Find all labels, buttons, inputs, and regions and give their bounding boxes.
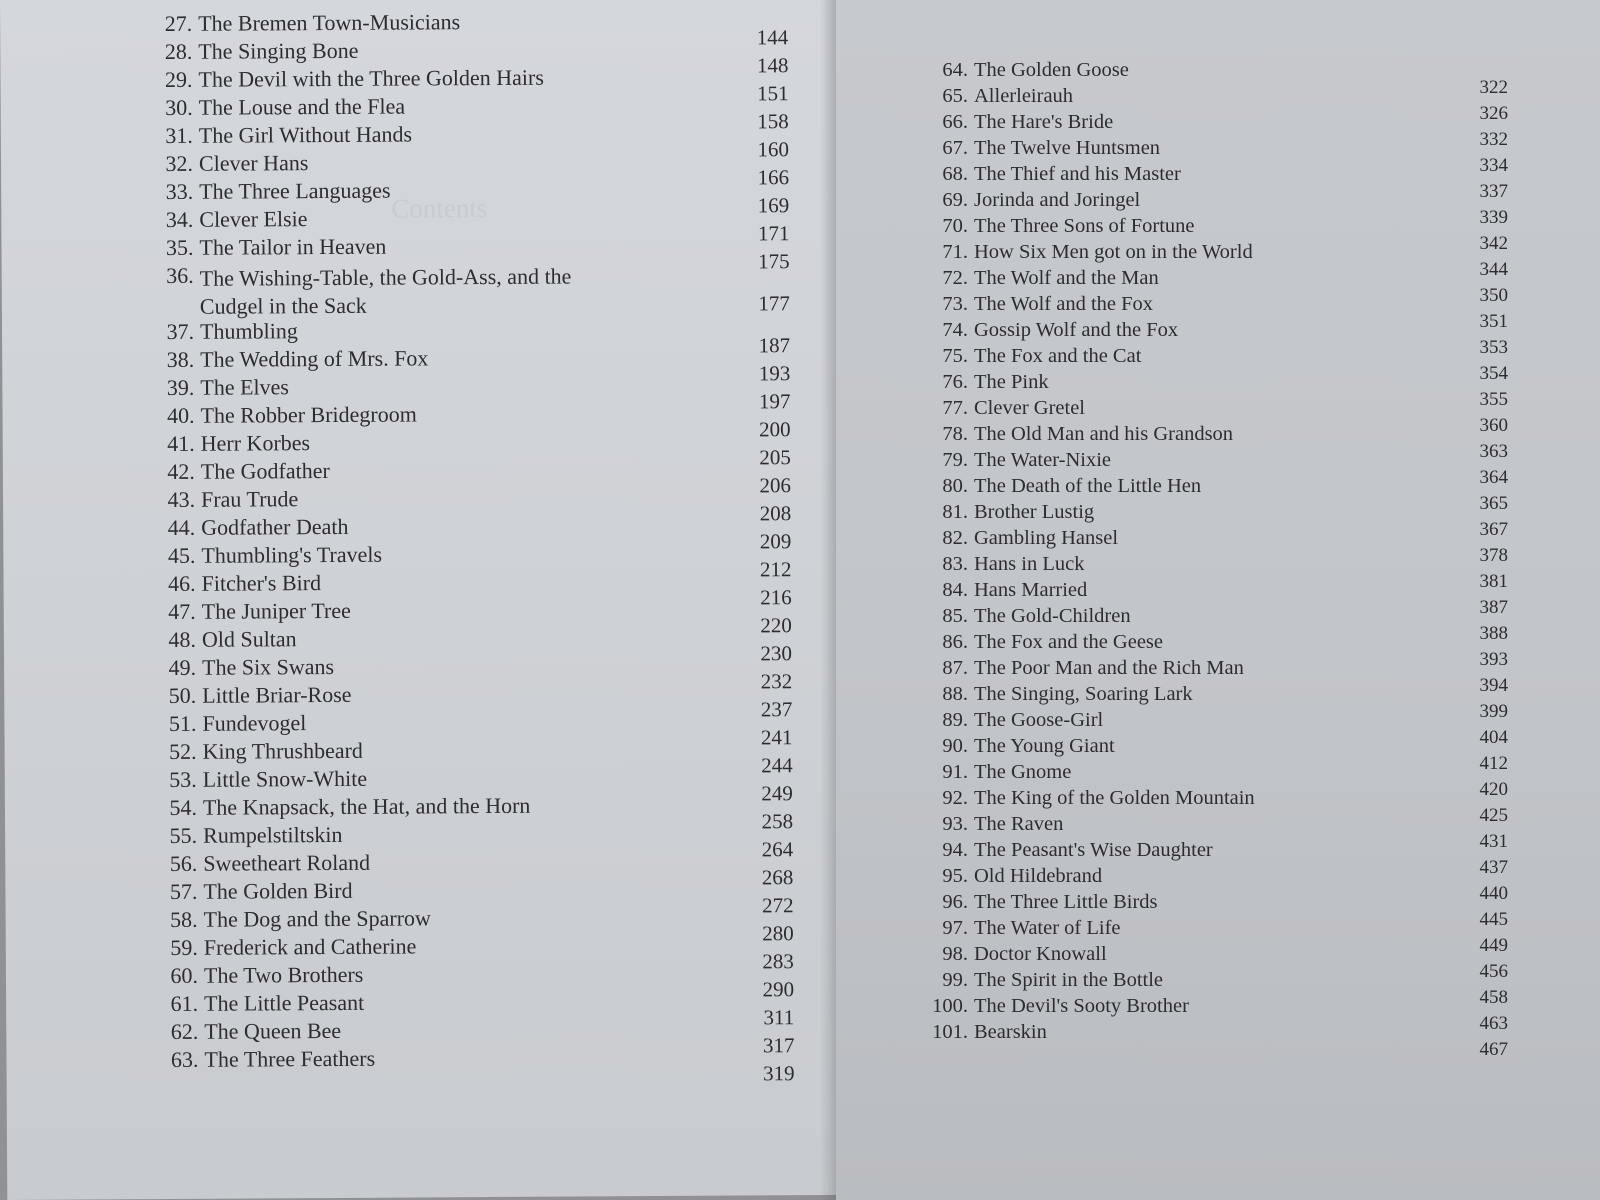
entry-number: 27.	[164, 10, 193, 36]
entry-number: 55.	[169, 822, 198, 848]
entry-title: The Death of the Little Hen	[974, 475, 1202, 497]
entry-page-number: 381	[1479, 571, 1508, 592]
toc-entry	[164, 1045, 795, 1086]
entry-title: The Robber Bridegroom	[200, 401, 417, 428]
entry-title: Gambling Hansel	[974, 527, 1119, 549]
entry-number: 74.	[942, 319, 968, 341]
entry-page-number: 393	[1479, 649, 1508, 670]
entry-page-number: 241	[760, 725, 793, 750]
entry-page-number: 339	[1479, 207, 1508, 228]
entry-page-number: 363	[1479, 441, 1508, 462]
entry-number: 39.	[166, 374, 195, 400]
entry-title: Old Hildebrand	[974, 865, 1103, 887]
entry-title: The Knapsack, the Hat, and the Horn	[202, 792, 531, 820]
entry-page-number: 144	[756, 25, 789, 50]
entry-number: 72.	[942, 267, 968, 289]
entry-title: The Gnome	[974, 761, 1072, 783]
entry-page-number: 337	[1479, 181, 1508, 202]
entry-number: 83.	[942, 553, 968, 575]
entry-number: 101.	[932, 1021, 968, 1043]
entry-page-number: 351	[1479, 311, 1508, 332]
entry-page-number: 437	[1479, 857, 1508, 878]
entry-title: Little Snow-White	[202, 765, 368, 792]
entry-title: The Hare's Bride	[974, 111, 1114, 133]
entry-page-number: 332	[1479, 129, 1508, 150]
entry-title: The Three Little Birds	[974, 891, 1158, 913]
toc-entry	[161, 485, 792, 526]
entry-page-number: 431	[1479, 831, 1508, 852]
entry-number: 88.	[942, 683, 968, 705]
entry-title: The King of the Golden Mountain	[974, 787, 1255, 809]
entry-title: Allerleirauh	[974, 85, 1074, 107]
toc-entry	[162, 569, 792, 610]
entry-number: 47.	[168, 598, 196, 624]
toc-entry	[163, 737, 793, 778]
entry-title: Old Sultan	[201, 626, 297, 652]
entry-number: 93.	[942, 813, 968, 835]
toc-entry	[159, 149, 790, 190]
entry-title: The Peasant's Wise Daughter	[974, 839, 1213, 861]
entry-title: The Pink	[974, 371, 1049, 393]
entry-page-number: 342	[1479, 233, 1508, 254]
toc-entry	[160, 261, 790, 321]
entry-title: The Thief and his Master	[974, 163, 1181, 185]
toc-entry	[161, 513, 792, 554]
entry-page-number: 169	[757, 193, 790, 218]
entry-title: The Godfather	[200, 457, 330, 484]
entry-number: 32.	[165, 150, 194, 176]
entry-number: 38.	[166, 346, 195, 372]
toc-entry	[158, 9, 789, 50]
entry-title: The Wedding of Mrs. Fox	[200, 345, 429, 372]
entry-page-number: 412	[1479, 753, 1508, 774]
entry-title: The Golden Bird	[203, 877, 353, 904]
entry-page-number: 388	[1479, 623, 1508, 644]
entry-number: 97.	[942, 917, 968, 939]
toc-entry	[159, 121, 789, 162]
entry-number: 53.	[169, 766, 197, 792]
entry-title: Clever Gretel	[974, 397, 1085, 419]
entry-number: 28.	[164, 38, 193, 64]
entry-number: 87.	[942, 657, 968, 679]
entry-title: Fitcher's Bird	[201, 570, 322, 596]
entry-page-number: 425	[1479, 805, 1508, 826]
entry-number: 94.	[942, 839, 968, 861]
entry-number: 45.	[167, 542, 196, 568]
entry-page-number: 160	[757, 137, 789, 162]
entry-page-number: 237	[760, 697, 793, 722]
entry-number: 35.	[165, 234, 194, 260]
entry-title: The Wolf and the Fox	[974, 293, 1154, 315]
entry-number: 58.	[170, 906, 198, 932]
entry-page-number: 216	[760, 585, 792, 610]
entry-page-number: 387	[1479, 597, 1508, 618]
entry-number: 40.	[166, 402, 195, 428]
entry-title: The Singing Bone	[198, 37, 359, 64]
entry-page-number: 175	[758, 249, 790, 274]
entry-title: King Thrushbeard	[202, 737, 363, 764]
toc-entry	[160, 373, 791, 414]
entry-number: 69.	[942, 189, 968, 211]
entry-page-number: 272	[761, 893, 794, 918]
entry-number: 99.	[942, 969, 968, 991]
entry-page-number: 350	[1479, 285, 1508, 306]
toc-entry	[161, 457, 792, 498]
entry-title: The Juniper Tree	[201, 597, 351, 624]
entry-page-number: 311	[763, 1005, 795, 1030]
entry-page-number: 322	[1479, 77, 1508, 98]
entry-title: Frederick and Catherine	[203, 933, 417, 960]
entry-page-number: 197	[758, 389, 791, 414]
entry-title: Bearskin	[974, 1021, 1047, 1043]
entry-number: 34.	[165, 206, 194, 232]
entry-number: 100.	[932, 995, 968, 1017]
entry-number: 78.	[942, 423, 968, 445]
entry-title: The Little Peasant	[204, 989, 365, 1016]
entry-page-number: 205	[759, 445, 791, 470]
entry-page-number: 264	[761, 837, 794, 862]
entry-title: The Spirit in the Bottle	[974, 969, 1164, 991]
entry-page-number: 290	[762, 977, 795, 1002]
entry-page-number: 177	[758, 291, 790, 316]
entry-page-number: 212	[759, 557, 792, 582]
entry-title: Frau Trude	[200, 486, 299, 512]
entry-number: 43.	[167, 486, 196, 512]
entry-number: 96.	[942, 891, 968, 913]
entry-title: The Wolf and the Man	[974, 267, 1159, 289]
toc-entry	[164, 1017, 795, 1058]
entry-title: The Water of Life	[974, 917, 1121, 939]
entry-page-number: 449	[1479, 935, 1508, 956]
toc-entry	[161, 429, 791, 470]
entry-title: The Two Brothers	[203, 961, 364, 988]
entry-number: 41.	[167, 430, 195, 456]
entry-title: The Twelve Huntsmen	[974, 137, 1161, 159]
entry-title: The Louse and the Flea	[198, 93, 406, 120]
toc-entry	[160, 317, 791, 358]
entry-page-number: 334	[1479, 155, 1508, 176]
entry-number: 51.	[168, 710, 197, 736]
entry-number: 70.	[942, 215, 968, 237]
toc-entry	[164, 933, 794, 974]
entry-number: 91.	[942, 761, 968, 783]
toc-entry	[159, 177, 790, 218]
entry-number: 75.	[942, 345, 968, 367]
entry-number: 42.	[167, 458, 195, 484]
entry-title: Herr Korbes	[200, 430, 311, 456]
toc-entry	[162, 681, 793, 722]
entry-title: How Six Men got on in the World	[974, 241, 1253, 263]
toc-entry	[163, 849, 794, 890]
entry-title: The Devil with the Three Golden Hairs	[198, 64, 544, 92]
entry-title: The Goose-Girl	[974, 709, 1104, 731]
entry-number: 80.	[942, 475, 968, 497]
entry-number: 62.	[170, 1018, 199, 1044]
entry-title: The Gold-Children	[974, 605, 1131, 627]
entry-title: The Young Giant	[974, 735, 1115, 757]
entry-title: The Old Man and his Grandson	[974, 423, 1234, 445]
contents-list-left	[158, 9, 795, 1086]
entry-number: 85.	[942, 605, 968, 627]
entry-page-number: 244	[761, 753, 793, 778]
entry-title: The Fox and the Cat	[974, 345, 1142, 367]
entry-page-number: 445	[1479, 909, 1508, 930]
entry-number: 90.	[942, 735, 968, 757]
entry-title: Fundevogel	[202, 710, 307, 736]
toc-entry	[928, 1021, 1508, 1060]
entry-page-number: 193	[758, 361, 791, 386]
entry-number: 89.	[942, 709, 968, 731]
entry-title: Clever Elsie	[199, 206, 308, 232]
entry-number: 44.	[167, 514, 196, 540]
entry-page-number: 463	[1479, 1013, 1508, 1034]
entry-number: 64.	[942, 59, 968, 81]
toc-entry	[163, 821, 794, 862]
entry-page-number: 151	[757, 81, 789, 106]
entry-page-number: 354	[1479, 363, 1508, 384]
entry-number: 92.	[942, 787, 968, 809]
entry-number: 61.	[170, 990, 199, 1016]
entry-page-number: 280	[762, 921, 794, 946]
entry-number: 29.	[164, 66, 193, 92]
entry-title: Thumbling	[199, 318, 298, 344]
entry-page-number: 206	[759, 473, 792, 498]
entry-title: Jorinda and Joringel	[974, 189, 1141, 211]
entry-page-number: 283	[762, 949, 794, 974]
entry-number: 71.	[942, 241, 968, 263]
toc-entry	[162, 709, 793, 750]
entry-page-number: 378	[1479, 545, 1508, 566]
entry-number: 37.	[166, 318, 195, 344]
entry-number: 52.	[169, 738, 197, 764]
entry-number: 59.	[170, 934, 198, 960]
entry-title: The Three Languages	[199, 177, 391, 204]
entry-title: The Singing, Soaring Lark	[974, 683, 1193, 705]
entry-page-number: 249	[761, 781, 793, 806]
toc-entry	[161, 541, 792, 582]
entry-number: 82.	[942, 527, 968, 549]
entry-page-number: 344	[1479, 259, 1508, 280]
entry-title: Clever Hans	[198, 150, 309, 176]
entry-page-number: 209	[759, 529, 792, 554]
entry-title: Thumbling's Travels	[201, 541, 383, 568]
entry-number: 84.	[942, 579, 968, 601]
toc-entry	[164, 989, 795, 1030]
entry-number: 36.	[166, 262, 194, 288]
entry-title: Hans Married	[974, 579, 1088, 601]
entry-title: Little Briar-Rose	[202, 681, 352, 708]
entry-page-number: 171	[757, 221, 790, 246]
entry-title: Brother Lustig	[974, 501, 1095, 523]
entry-title: Sweetheart Roland	[203, 849, 371, 876]
entry-number: 98.	[942, 943, 968, 965]
entry-page-number: 458	[1479, 987, 1508, 1008]
entry-title: The Queen Bee	[204, 1017, 342, 1044]
entry-title: The Raven	[974, 813, 1064, 835]
entry-number: 65.	[942, 85, 968, 107]
entry-title: The Devil's Sooty Brother	[974, 995, 1189, 1017]
entry-number: 68.	[942, 163, 968, 185]
entry-number: 57.	[169, 878, 198, 904]
entry-title: Hans in Luck	[974, 553, 1085, 575]
entry-number: 56.	[169, 850, 198, 876]
entry-number: 54.	[169, 794, 198, 820]
entry-number: 95.	[942, 865, 968, 887]
entry-number: 33.	[165, 178, 194, 204]
entry-number: 50.	[168, 682, 197, 708]
entry-title: Doctor Knowall	[974, 943, 1107, 965]
entry-page-number: 232	[760, 669, 793, 694]
entry-number: 48.	[168, 626, 196, 652]
right-page	[836, 0, 1600, 1200]
entry-title: The Six Swans	[202, 653, 335, 680]
entry-page-number: 365	[1479, 493, 1508, 514]
entry-number: 86.	[942, 631, 968, 653]
entry-page-number: 467	[1479, 1039, 1508, 1060]
entry-title: The Girl Without Hands	[198, 121, 413, 148]
toc-entry	[163, 792, 794, 834]
entry-page-number: 394	[1479, 675, 1508, 696]
entry-page-number: 258	[761, 809, 794, 834]
toc-entry	[164, 905, 794, 946]
toc-entry	[160, 345, 791, 386]
entry-page-number: 355	[1479, 389, 1508, 410]
entry-page-number: 367	[1479, 519, 1508, 540]
toc-entry	[163, 877, 794, 918]
entry-page-number: 404	[1479, 727, 1508, 748]
entry-title: The Tailor in Heaven	[199, 233, 387, 260]
entry-page-number: 200	[759, 417, 791, 442]
entry-number: 76.	[942, 371, 968, 393]
entry-page-number: 208	[759, 501, 792, 526]
toc-entry	[159, 205, 790, 246]
entry-page-number: 268	[761, 865, 794, 890]
entry-number: 63.	[170, 1046, 199, 1072]
entry-page-number: 319	[762, 1061, 795, 1086]
entry-page-number: 166	[757, 165, 790, 190]
entry-title: The Water-Nixie	[974, 449, 1112, 471]
entry-page-number: 187	[758, 333, 791, 358]
entry-title: The Wishing-Table, the Gold-Ass, and the Cudgel in the Sack	[199, 263, 572, 319]
toc-entry	[162, 597, 792, 638]
entry-number: 31.	[165, 122, 193, 148]
entry-number: 46.	[167, 570, 196, 596]
entry-number: 49.	[168, 654, 197, 680]
entry-number: 30.	[165, 94, 193, 120]
toc-entry	[162, 625, 793, 666]
entry-title: Godfather Death	[201, 513, 349, 540]
toc-entry	[159, 93, 789, 134]
contents-list-right	[928, 59, 1508, 1060]
entry-number: 73.	[942, 293, 968, 315]
toc-entry	[164, 961, 795, 1002]
toc-entry	[159, 233, 790, 274]
entry-title: The Three Feathers	[204, 1045, 376, 1072]
entry-number: 66.	[942, 111, 968, 133]
entry-title: The Fox and the Geese	[974, 631, 1163, 653]
entry-page-number: 360	[1479, 415, 1508, 436]
entry-page-number: 230	[760, 641, 793, 666]
entry-page-number: 220	[760, 613, 792, 638]
entry-number: 67.	[942, 137, 968, 159]
entry-title: The Dog and the Sparrow	[203, 905, 431, 932]
entry-title: The Three Sons of Fortune	[974, 215, 1195, 237]
entry-page-number: 148	[756, 53, 789, 78]
toc-entry	[158, 64, 789, 106]
entry-number: 60.	[170, 962, 199, 988]
entry-title: Rumpelstiltskin	[203, 821, 343, 848]
entry-page-number: 326	[1479, 103, 1508, 124]
entry-page-number: 399	[1479, 701, 1508, 722]
entry-title: Gossip Wolf and the Fox	[974, 319, 1179, 341]
entry-page-number: 364	[1479, 467, 1508, 488]
entry-title: The Elves	[200, 374, 290, 400]
entry-page-number: 317	[762, 1033, 795, 1058]
entry-page-number: 353	[1479, 337, 1508, 358]
toc-entry	[160, 401, 791, 442]
entry-title: The Poor Man and the Rich Man	[974, 657, 1244, 679]
entry-page-number: 158	[757, 109, 789, 134]
entry-page-number: 440	[1479, 883, 1508, 904]
entry-page-number: 456	[1479, 961, 1508, 982]
entry-title: The Golden Goose	[974, 59, 1129, 81]
entry-number: 79.	[942, 449, 968, 471]
entry-page-number: 420	[1479, 779, 1508, 800]
entry-title: The Bremen Town-Musicians	[198, 9, 461, 36]
entry-number: 81.	[942, 501, 968, 523]
bleed-through-heading: Contents	[391, 193, 488, 224]
toc-entry	[162, 653, 793, 694]
entry-number: 77.	[942, 397, 968, 419]
